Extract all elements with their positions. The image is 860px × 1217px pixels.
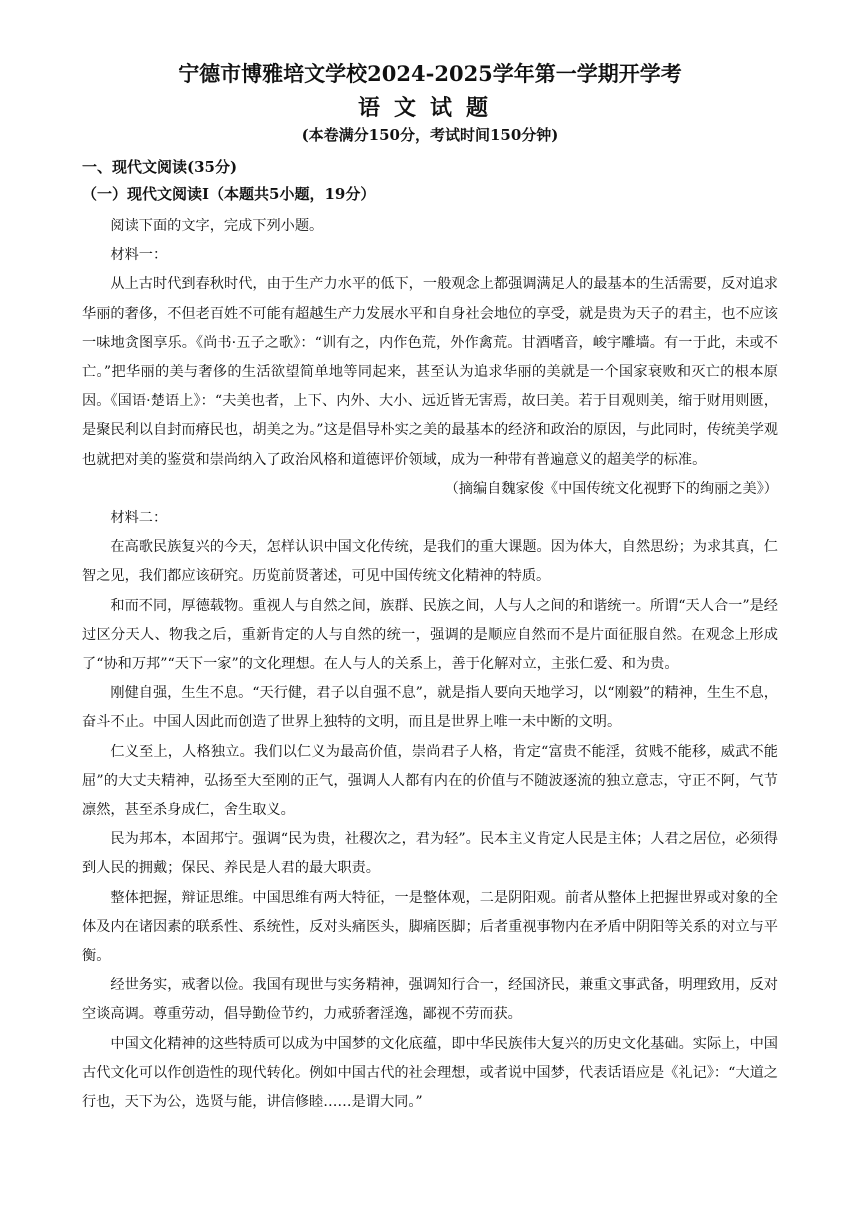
paragraph: 仁义至上，人格独立。我们以仁义为最高价值，崇尚君子人格，肯定“富贵不能淫，贫贱不能移，威武不能屈”的大丈夫精神，弘扬至大至刚的正气，强调人人都有内在的价值与不随波逐流的独立意志，守正不阿，气节凛然，甚至杀身成仁，舍生取义。 (82, 743, 778, 819)
paragraph: 从上古时代到春秋时代，由于生产力水平的低下，一般观念上都强调满足人的最基本的生活需要，反对追求华丽的奢侈，不但老百姓不可能有超越生产力发展水平和自身社会地位的享受，就是贵为天子的君主，也不应该一味地贪图享乐。《尚书·五子之歌》：“训有之，内作色荒，外作禽荒。甘酒嗜音，峻宇雕墙。有一于此，未或不亡。”把华丽的美与奢侈的生活欲望简单地等同起来，甚至认为追求华丽的美就是一个国家衰败和灭亡的根本原因。《国语·楚语上》：“夫美也者，上下、内外、大小、远近皆无害焉，故曰美。若于目观则美，缩于财用则匮，是聚民利以自封而瘠民也，胡美之为。”这是倡导朴实之美的最基本的经济和政治的原因，与此同时，传统美学观也就把对美的鉴赏和崇尚纳入了政治风格和道德评价领域，成为一种带有普遍意义的超美学的标准。 (82, 276, 778, 468)
exam-subtitle: 语文试题 (357, 95, 502, 121)
paragraph: 整体把握，辩证思维。中国思维有两大特征，一是整体观，二是阴阳观。前者从整体上把握世界或对象的全体及内在诸因素的联系性、系统性，反对头痛医头，脚痛医脚；后者重视事物内在矛盾中阴阳等关系的对立与平衡。 (82, 889, 778, 965)
instruction: 阅读下面的文字，完成下列小题。 (110, 218, 324, 234)
exam-note: (本卷满分150分，考试时间150分钟) (301, 126, 559, 144)
paragraph: 中国文化精神的这些特质可以成为中国梦的文化底蕴，即中华民族伟大复兴的历史文化基础。实际上，中国古代文化可以作创造性的现代转化。例如中国古代的社会理想，或者说中国梦，代表话语应是《礼记》：“大道之行也，天下为公，选贤与能，讲信修睦……是谓大同。” (82, 1035, 778, 1111)
reading-passage (82, 212, 778, 1117)
paragraph: 民为邦本，本固邦宁。强调“民为贵，社稷次之，君为轻”。民本主义肯定人民是主体；人君之居位，必须得到人民的拥戴；保民、养民是人君的最大职责。 (82, 831, 778, 877)
material-label: 材料二： (110, 510, 168, 527)
paragraph: 在高歌民族复兴的今天，怎样认识中国文化传统，是我们的重大课题。因为体大，自然思纷；为求其真，仁智之见，我们都应该研究。历览前贤著述，可见中国传统文化精神的特质。 (82, 539, 778, 585)
paragraph: 和而不同，厚德载物。重视人与自然之间，族群、民族之间，人与人之间的和谐统一。所谓“天人合一”是经过区分天人、物我之后，重新肯定的人与自然的统一，强调的是顺应自然而不是片面征服自然。在观念上形成了“协和万邦”“天下一家”的文化理想。在人与人的关系上，善于化解对立，主张仁爱、和为贵。 (82, 597, 778, 673)
material-label: 材料一： (110, 247, 168, 264)
paragraph: 经世务实，戒奢以俭。我国有现世与实务精神，强调知行合一，经国济民，兼重文事武备，明理致用，反对空谈高调。尊重劳动，倡导勤俭节约，力戒骄奢淫逸，鄙视不劳而获。 (82, 977, 778, 1023)
source-citation: （摘编自魏家俊《中国传统文化视野下的绚丽之美》） (444, 480, 778, 497)
section-heading: 一、现代文阅读(35分) (82, 158, 238, 176)
subsection-heading: （一）现代文阅读Ⅰ（本题共5小题，19分） (82, 185, 376, 203)
exam-title: 宁德市博雅培文学校2024-2025学年第一学期开学考 (178, 61, 682, 86)
paragraph: 刚健自强，生生不息。“天行健，君子以自强不息”，就是指人要向天地学习，以“刚毅”的精神，生生不息，奋斗不止。中国人因此而创造了世界上独特的文明，而且是世界上唯一未中断的文明。 (82, 685, 778, 731)
